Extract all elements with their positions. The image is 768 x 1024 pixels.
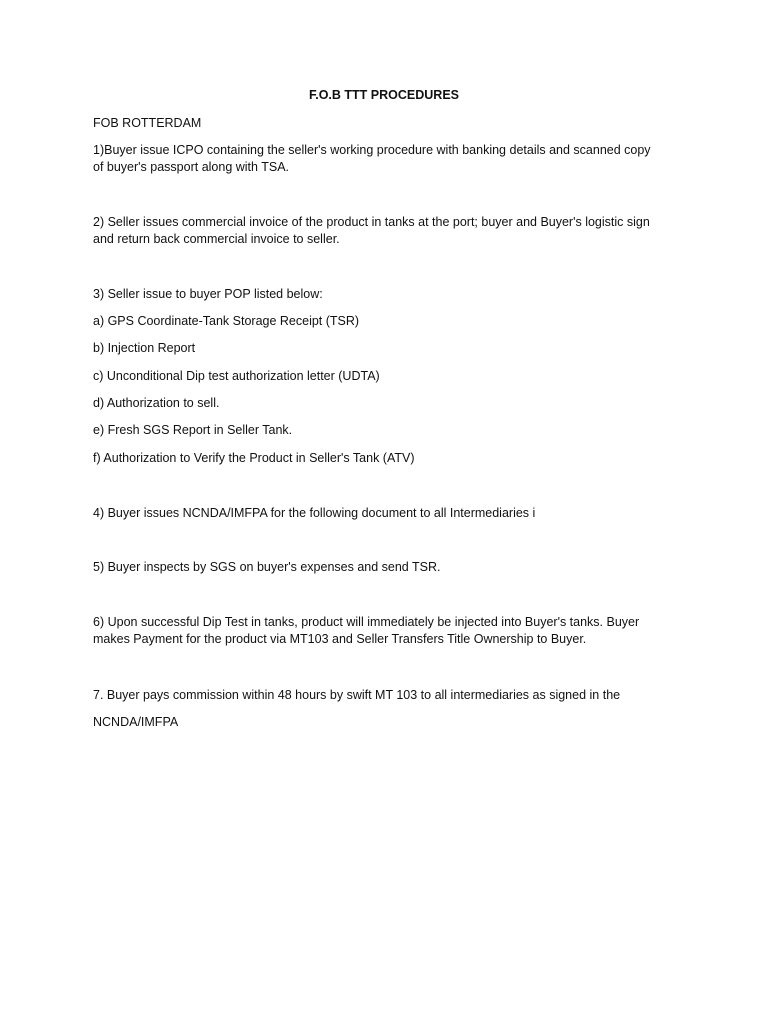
step-7-line-1: 7. Buyer pays commission within 48 hours by swift MT 103 to all intermediaries as signed in the	[93, 688, 621, 702]
step-5: 5) Buyer inspects by SGS on buyer's expenses and send TSR.	[93, 560, 441, 574]
step-1-line-2: of buyer's passport along with TSA.	[93, 160, 290, 174]
step-6-line-2: makes Payment for the product via MT103 and Seller Transfers Title Ownership to Buyer.	[93, 632, 587, 646]
step-3-item-b: b) Injection Report	[93, 341, 196, 355]
document-subtitle: FOB ROTTERDAM	[93, 116, 202, 130]
step-2-line-2: and return back commercial invoice to seller.	[93, 232, 340, 246]
step-2-line-1: 2) Seller issues commercial invoice of the product in tanks at the port; buyer and Buyer's logistic sign	[93, 215, 650, 229]
step-1-line-1: 1)Buyer issue ICPO containing the seller's working procedure with banking details and scanned copy	[93, 143, 651, 157]
document-title: F.O.B TTT PROCEDURES	[308, 88, 459, 102]
step-4: 4) Buyer issues NCNDA/IMFPA for the following document to all Intermediaries i	[93, 506, 536, 520]
step-3-item-d: d) Authorization to sell.	[93, 396, 220, 410]
step-6-line-1: 6) Upon successful Dip Test in tanks, product will immediately be injected into Buyer's tanks. Buyer	[93, 615, 640, 629]
step-3-item-c: c) Unconditional Dip test authorization letter (UDTA)	[93, 369, 380, 383]
step-3-item-e: e) Fresh SGS Report in Seller Tank.	[93, 423, 293, 437]
step-3-item-a: a) GPS Coordinate-Tank Storage Receipt (TSR)	[93, 314, 360, 328]
step-3-item-f: f) Authorization to Verify the Product in Seller's Tank (ATV)	[93, 451, 415, 465]
step-7-line-2: NCNDA/IMFPA	[93, 715, 179, 729]
step-3-intro: 3) Seller issue to buyer POP listed below:	[93, 287, 323, 301]
